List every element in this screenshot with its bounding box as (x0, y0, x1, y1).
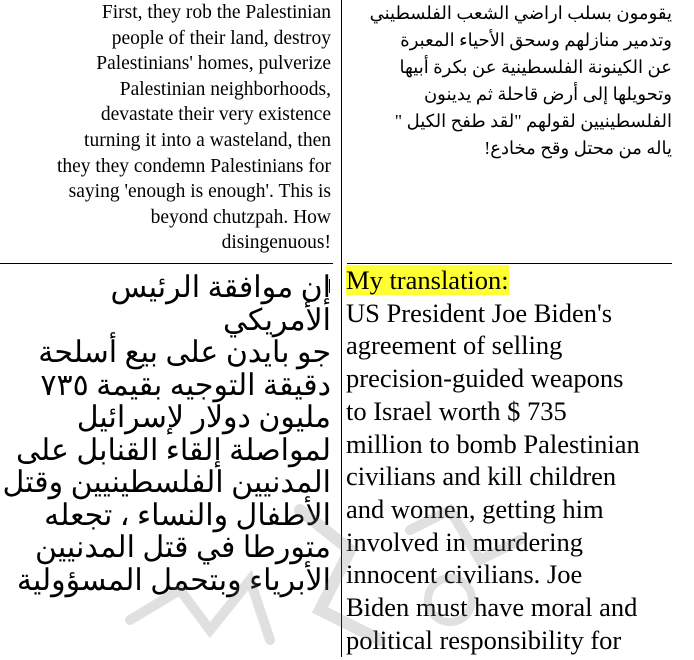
text-line: يقومون بسلب اراضي الشعب الفلسطيني (369, 3, 672, 23)
text-line: دقيقة التوجيه بقيمة ٧٣٥ (40, 368, 331, 402)
text-line: متورطا في قتل المدنيين (35, 531, 331, 564)
text-line: beyond chutzpah. How (150, 206, 331, 228)
text-line: people of their land, destroy (111, 27, 331, 49)
text-line: agreement of selling (346, 330, 563, 361)
text-line: million to bomb Palestinian (346, 428, 640, 459)
text-line: الأطفال والنساء ، تجعله (44, 498, 331, 532)
translation-heading: My translation: (346, 265, 509, 295)
text-line: devastate their very existence (100, 104, 331, 126)
text-line: turning it into a wasteland, then (84, 129, 331, 151)
text-line: Biden must have moral and (346, 592, 638, 623)
text-line: disingenuous! (221, 232, 331, 254)
text-line: political responsibility for (346, 624, 622, 655)
translation-heading-line (346, 264, 672, 297)
text-line: saying 'enough is enough'. This is (68, 181, 331, 203)
arabic-translation-cell[interactable] (346, 0, 672, 258)
text-line: involved in murdering (346, 526, 583, 557)
text-line: to Israel worth $ 735 (346, 395, 567, 426)
text-line: Palestinians' homes, pulverize (96, 53, 331, 75)
text-line: and women, getting him (346, 493, 604, 524)
english-source-cell[interactable] (0, 0, 331, 258)
text-line: Palestinian neighborhoods, (119, 78, 331, 100)
text-line: US President Joe Biden's (346, 297, 613, 328)
text-line: civilians and kill children (346, 461, 617, 492)
text-line: innocent civilians. Joe (346, 559, 583, 590)
text-line: جو بايدن على بيع أسلحة (38, 336, 331, 369)
text-line: عن الكينونة الفلسطينية عن بكرة أبيها (399, 57, 672, 77)
text-line: مليون دولار لإسرائيل (76, 401, 331, 434)
column-divider (341, 0, 342, 657)
text-line: they they condemn Palestinians for (56, 155, 331, 177)
text-line: الفلسطينيين لقولهم "لقد طفح الكيل " (394, 111, 672, 131)
text-line: لمواصلة إلقاء القنابل على (16, 433, 331, 467)
text-line: First, they rob the Palestinian (101, 2, 331, 23)
text-line: precision-guided weapons (346, 363, 624, 394)
text-line: الأبرياء وبتحمل المسؤولية (16, 563, 331, 597)
text-line: المدنيين الفلسطينيين وقتل (2, 466, 331, 499)
text-line: ياله من محتل وقح مخادع! (484, 138, 672, 158)
row-divider-left (0, 263, 333, 264)
text-line: إن موافقة الرئيس الأمريكي (110, 272, 331, 337)
text-line: وتحويلها إلى أرض قاحلة ثم يدينون (423, 84, 672, 104)
text-line: وتدمير منازلهم وسحق الأحياء المعبرة (400, 30, 672, 50)
arabic-source-cell[interactable] (0, 272, 331, 657)
english-translation-cell[interactable] (346, 264, 672, 657)
